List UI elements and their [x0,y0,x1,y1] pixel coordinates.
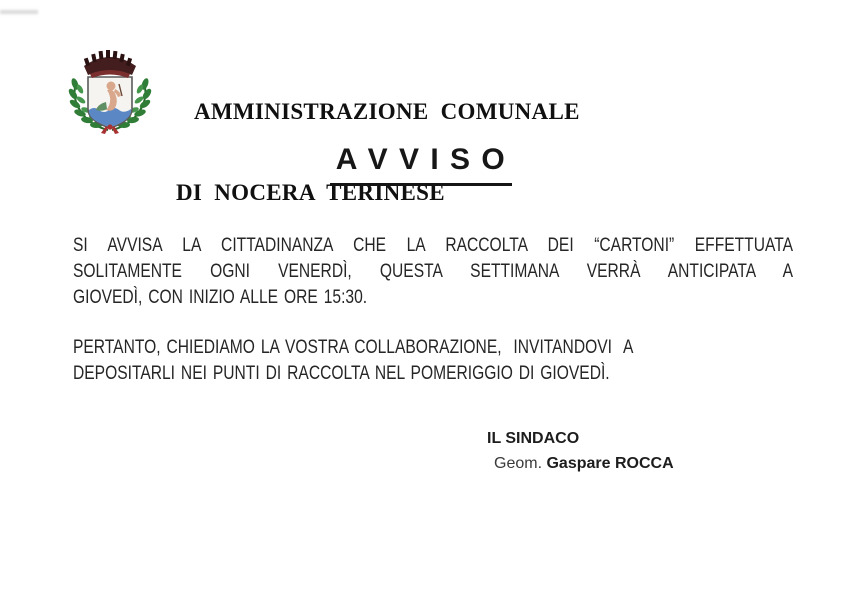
notice-title: A V V I S O [330,143,512,186]
signature-role: IL SINDACO [487,430,580,447]
body-line: DEPOSITARLI NEI PUNTI DI RACCOLTA NEL POMERIGGIO DI GIOVEDÌ. [73,362,610,384]
signature-block [487,430,674,472]
paragraph-collection-change [73,232,793,310]
notice-body [73,232,793,386]
body-line: SOLITAMENTE OGNI VENERDÌ, QUESTA SETTIMANA VERRÀ ANTICIPATA A [73,260,793,282]
municipal-crest [68,44,152,136]
header-organisation [176,44,580,233]
body-line: GIOVEDÌ, CON INIZIO ALLE ORE 15:30. [73,286,368,308]
body-line: SI AVVISA LA CITTADINANZA CHE LA RACCOLTA DEI “CARTONI” EFFETTUATA [73,234,793,256]
crest-shield [88,77,132,128]
signature-name-line [494,455,674,472]
notice-title-row [0,143,842,186]
body-line: PERTANTO, CHIEDIAMO LA VOSTRA COLLABORAZIONE, INVITANDOVI A [73,336,634,358]
scan-artifact-line [0,10,38,14]
signature-title-prefix: Geom. [494,455,543,472]
org-name-line2: DI NOCERA TERINESE [176,180,445,205]
signature-name: Gaspare ROCCA [546,455,674,472]
paragraph-request-collaboration [73,334,793,386]
crest-crown [84,50,136,78]
org-name-line1: AMMINISTRAZIONE COMUNALE [194,99,580,124]
